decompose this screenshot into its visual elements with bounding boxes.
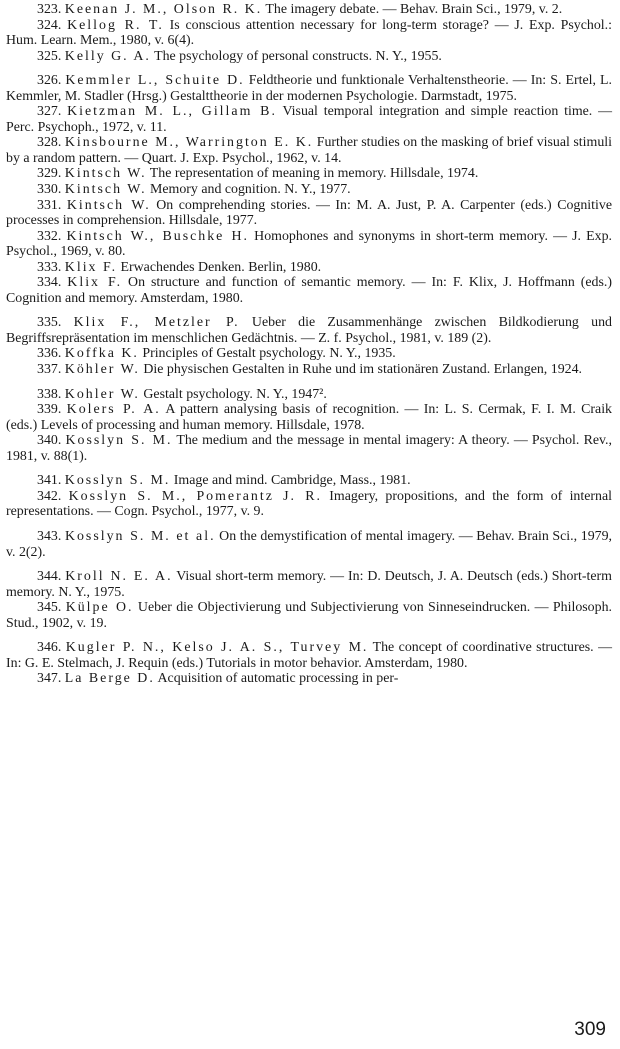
reference-authors: Kroll N. E. A. [65,569,173,585]
reference-entry [6,49,612,65]
reference-number: 325. [37,48,62,64]
reference-entry [6,362,612,378]
reference-entry [6,18,612,49]
reference-entry [6,73,612,104]
reference-entry [6,569,612,600]
reference-authors: Klix F. [67,275,123,291]
reference-authors: Klix F. [64,259,118,275]
reference-authors: Koffka K. [64,346,139,362]
page-number: 309 [574,1019,606,1040]
reference-authors: Kugler P. N., Kelso J. A. S., Turvey M. [65,640,369,656]
reference-authors: Külpe O. [65,600,134,616]
reference-text: Feldtheorie und funktionale Verhaltenstheorie. — In: S. Ertel, L. Kemmler, M. Stadler (Hrsg.) Gestalttheorie in der modernen Psychologie. Darmstadt, 1975. [6,73,612,104]
reference-entry [6,166,612,182]
reference-authors: Kellog R. T. [67,17,164,33]
reference-text: Image and mind. Cambridge, Mass., 1981. [170,473,411,489]
reference-entry [6,135,612,166]
reference-text: Memory and cognition. N. Y., 1977. [146,182,351,198]
reference-authors: Kintsch W., Buschke H. [66,228,250,244]
reference-number: 324. [37,17,62,33]
reference-number: 338. [37,386,62,402]
reference-entry [6,260,612,276]
reference-text: The medium and the message in mental imagery: A theory. — Psychol. Rev., 1981, v. 88(1). [6,433,612,464]
reference-text: Principles of Gestalt psychology. N. Y., 1935. [138,346,396,362]
reference-entry [6,2,612,18]
reference-entry [6,198,612,229]
reference-entry [6,275,612,306]
reference-authors: Kietzman M. L., Gillam B. [67,104,277,120]
reference-authors: Klix F., Metzler P. [73,315,240,331]
reference-text: Gestalt psychology. N. Y., 1947². [139,386,327,402]
reference-text: Acquisition of automatic processing in per- [154,671,399,687]
reference-authors: Kinsbourne M., Warrington E. K. [64,135,314,151]
reference-authors: Kolers P. A. [66,402,161,418]
reference-entry [6,104,612,135]
reference-authors: Kosslyn S. M., Pomerantz J. R. [68,488,323,504]
reference-authors: Kosslyn S. M. et al. [64,528,216,544]
reference-text: On the demystification of mental imagery. — Behav. Brain Sci., 1979, v. 2(2). [6,528,612,560]
reference-authors: Kohler W. [64,386,140,402]
reference-authors: Keenan J. M., Olson R. K. [64,2,263,17]
reference-text: The imagery debate. — Behav. Brain Sci., 1979, v. 2. [262,2,563,17]
reference-text: Homophones and synonyms in short-term memory. — J. Exp. Psychol., 1969, v. 80. [6,228,612,260]
reference-number: 330. [37,182,62,198]
reference-entry [6,489,612,520]
reference-text: The representation of meaning in memory. Hillsdale, 1974. [146,166,479,182]
reference-authors: Kosslyn S. M. [65,433,173,449]
reference-number: 341. [37,473,62,489]
reference-number: 346. [37,640,62,656]
reference-entry [6,640,612,671]
reference-authors: Köhler W. [64,362,140,378]
reference-number: 333. [37,259,62,275]
reference-text: Is conscious attention necessary for long-term storage? — J. Exp. Psychol.: Hum. Learn. Mem., 1980, v. 6(4). [6,17,612,49]
reference-number: 334. [37,275,62,291]
reference-number: 347. [37,671,62,687]
reference-number: 343. [37,528,62,544]
reference-entry [6,433,612,464]
reference-number: 326. [37,73,62,89]
reference-entry [6,229,612,260]
reference-text: On structure and function of semantic memory. — In: F. Klix, J. Hoffmann (eds.) Cognition and memory. Amsterdam, 1980. [6,275,612,306]
reference-text: Ueber die Objectivierung und Subjectivierung von Sinneseindrucken. — Philosoph. Stud., 1902, v. 19. [6,600,612,631]
reference-entry [6,402,612,433]
reference-authors: Kintsch W. [64,182,147,198]
reference-entry [6,387,612,403]
reference-text: Imagery, propositions, and the form of internal representations. — Cogn. Psychol., 1977, v. 9. [6,488,612,520]
reference-number: 332. [37,228,62,244]
reference-entry [6,473,612,489]
reference-text: Visual temporal integration and simple reaction time. — Perc. Psychoph., 1972, v. 11. [6,104,612,135]
reference-text: Visual short-term memory. — In: D. Deutsch, J. A. Deutsch (eds.) Short-term memory. N. Y., 1975. [6,569,612,600]
reference-list [6,2,612,687]
reference-number: 329. [37,166,62,182]
reference-number: 331. [37,197,62,213]
reference-entry [6,315,612,346]
reference-authors: Kintsch W. [66,197,151,213]
reference-text: Ueber die Zusammenhänge zwischen Bildkodierung und Begriffsrepräsentation im menschlichen Gedächtnis. — Z. f. Psychol., 1981, v. 189 (2). [6,315,612,346]
reference-text: The concept of coordinative structures. — In: G. E. Stelmach, J. Requin (eds.) Tutorials in motor behavior. Amsterdam, 1980. [6,640,612,671]
reference-authors: Kosslyn S. M. [64,473,171,489]
reference-text: Further studies on the masking of brief visual stimuli by a random pattern. — Quart. J. Exp. Psychol., 1962, v. 14. [6,135,612,166]
reference-text: A pattern analysing basis of recognition. — In: L. S. Cermak, F. I. M. Craik (eds.) Levels of processing and human memory. Hillsdale, 1978. [6,402,612,433]
reference-entry [6,346,612,362]
reference-authors: La Berge D. [64,671,155,687]
reference-number: 340. [37,433,62,449]
reference-number: 344. [37,569,62,585]
reference-number: 339. [37,402,62,418]
reference-text: On comprehending stories. — In: M. A. Just, P. A. Carpenter (eds.) Cognitive processes in comprehension. Hillsdale, 1977. [6,197,612,229]
reference-authors: Kelly G. A. [64,48,151,64]
reference-number: 336. [37,346,62,362]
reference-entry [6,600,612,631]
reference-number: 345. [37,600,62,616]
reference-text: The psychology of personal constructs. N. Y., 1955. [150,48,442,64]
reference-number: 328. [37,135,62,151]
reference-number: 337. [37,362,62,378]
reference-entry [6,182,612,198]
reference-number: 323. [37,2,62,17]
reference-entry [6,529,612,560]
reference-authors: Kintsch W. [64,166,147,182]
reference-number: 342. [37,488,62,504]
reference-number: 327. [37,104,62,120]
reference-text: Die physischen Gestalten in Ruhe und im stationären Zustand. Erlangen, 1924. [139,362,582,378]
reference-entry [6,671,612,687]
reference-authors: Kemmler L., Schuite D. [65,73,245,89]
reference-text: Erwachendes Denken. Berlin, 1980. [117,259,322,275]
reference-number: 335. [37,315,62,331]
